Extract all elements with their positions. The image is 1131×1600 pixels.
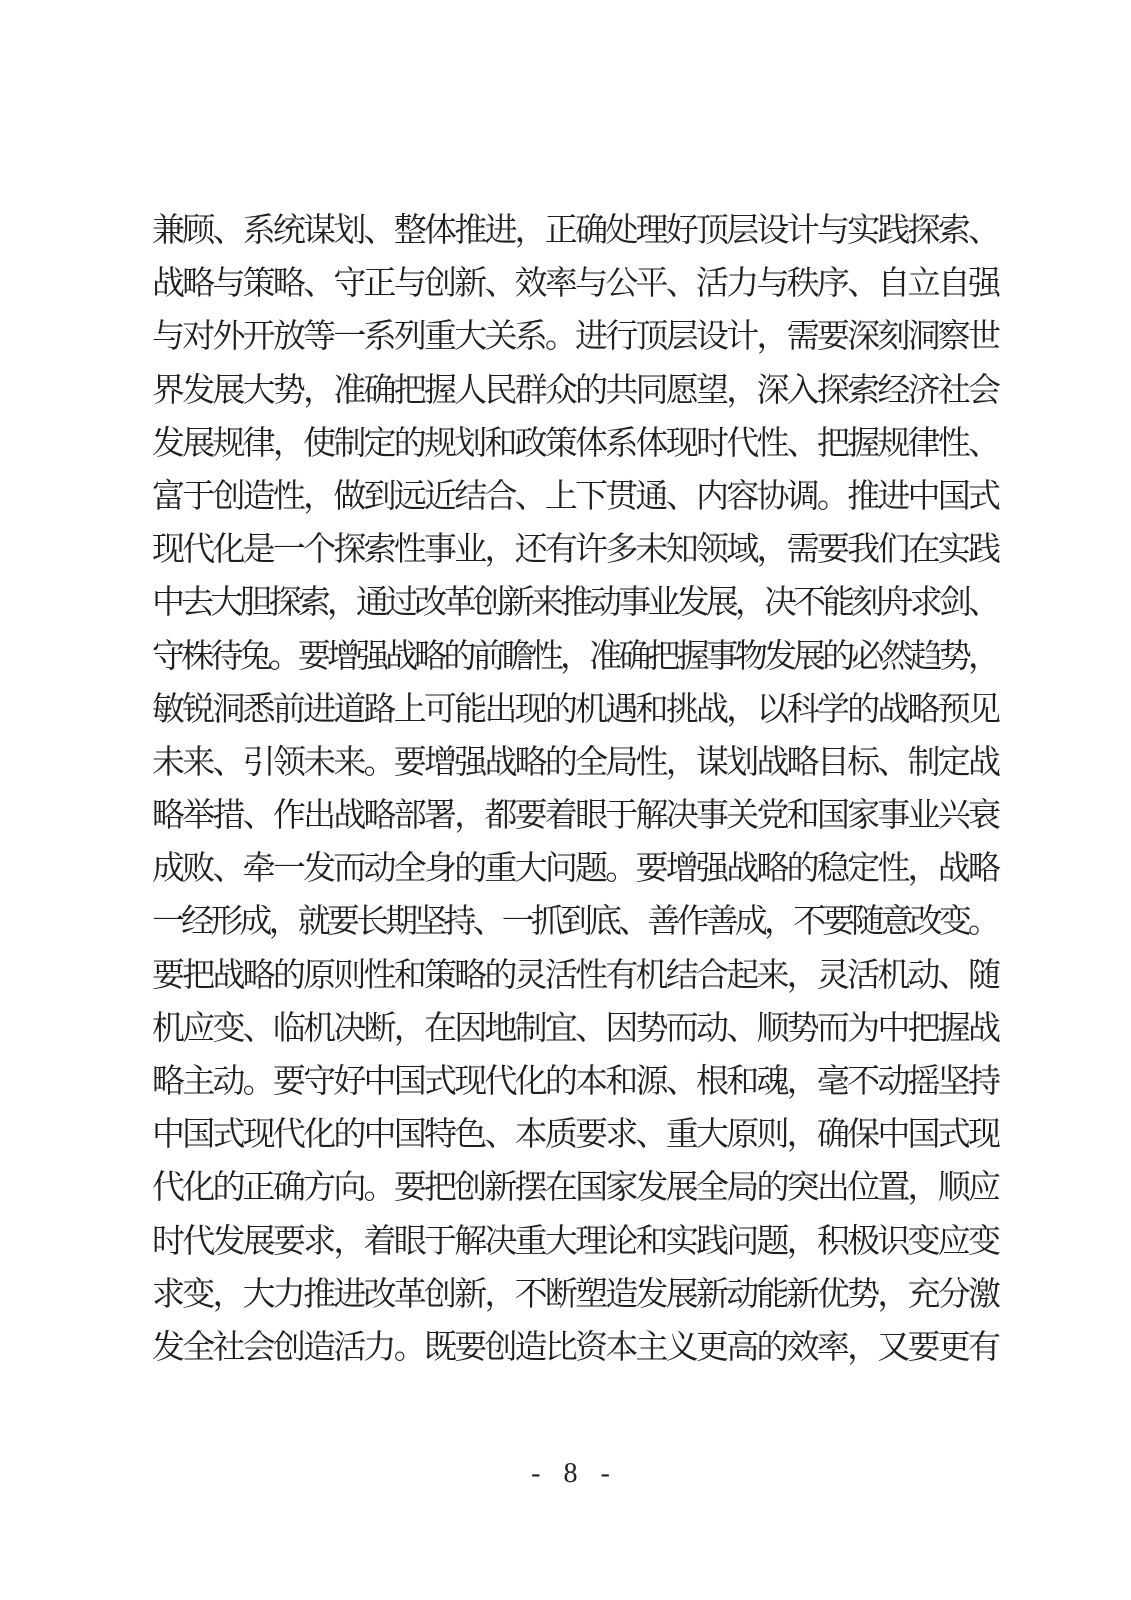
text-line: 要把战略的原则性和策略的灵活性有机结合起来，灵活机动、随 [152, 957, 997, 994]
text-line: 成败、牵一发而动全身的重大问题。要增强战略的稳定性，战略 [152, 851, 997, 888]
text-line: 机应变、临机决断，在因地制宜、因势而动、顺势而为中把握战 [152, 1010, 997, 1047]
text-line: 与对外开放等一系列重大关系。进行顶层设计，需要深刻洞察世 [152, 319, 997, 356]
page-footer [152, 1458, 997, 1490]
text-line: 发展规律，使制定的规划和政策体系体现时代性、把握规律性、 [152, 425, 997, 462]
text-line: 时代发展要求，着眼于解决重大理论和实践问题，积极识变应变 [152, 1223, 997, 1260]
text-line: 中国式现代化的中国特色、本质要求、重大原则，确保中国式现 [152, 1117, 997, 1154]
text-line: 略举措、作出战略部署，都要着眼于解决事关党和国家事业兴衰 [152, 798, 997, 835]
text-line: 敏锐洞悉前进道路上可能出现的机遇和挑战，以科学的战略预见 [152, 691, 997, 728]
text-line: 富于创造性，做到远近结合、上下贯通、内容协调。推进中国式 [152, 478, 997, 515]
text-line: 现代化是一个探索性事业，还有许多未知领域，需要我们在实践 [152, 532, 997, 569]
text-line: 界发展大势，准确把握人民群众的共同愿望，深入探索经济社会 [152, 372, 997, 409]
text-line: 中去大胆探索，通过改革创新来推动事业发展，决不能刻舟求剑、 [152, 585, 997, 622]
text-line: 求变，大力推进改革创新，不断塑造发展新动能新优势，充分激 [152, 1276, 997, 1313]
text-line: 略主动。要守好中国式现代化的本和源、根和魂，毫不动摇坚持 [152, 1064, 997, 1100]
text-line: 战略与策略、守正与创新、效率与公平、活力与秩序、自立自强 [152, 266, 997, 303]
document-body-text [152, 205, 997, 1375]
text-line: 守株待兔。要增强战略的前瞻性，准确把握事物发展的必然趋势， [152, 638, 997, 675]
text-line: 未来、引领未来。要增强战略的全局性，谋划战略目标、制定战 [152, 744, 997, 781]
text-line: 代化的正确方向。要把创新摆在国家发展全局的突出位置，顺应 [152, 1170, 997, 1207]
text-line: 发全社会创造活力。既要创造比资本主义更高的效率，又要更有 [152, 1329, 997, 1366]
page-number: - 8 - [531, 1458, 618, 1489]
text-line: 一经形成，就要长期坚持、一抓到底、善作善成，不要随意改变。 [152, 904, 997, 941]
text-line: 兼顾、系统谋划、整体推进，正确处理好顶层设计与实践探索、 [152, 213, 997, 249]
